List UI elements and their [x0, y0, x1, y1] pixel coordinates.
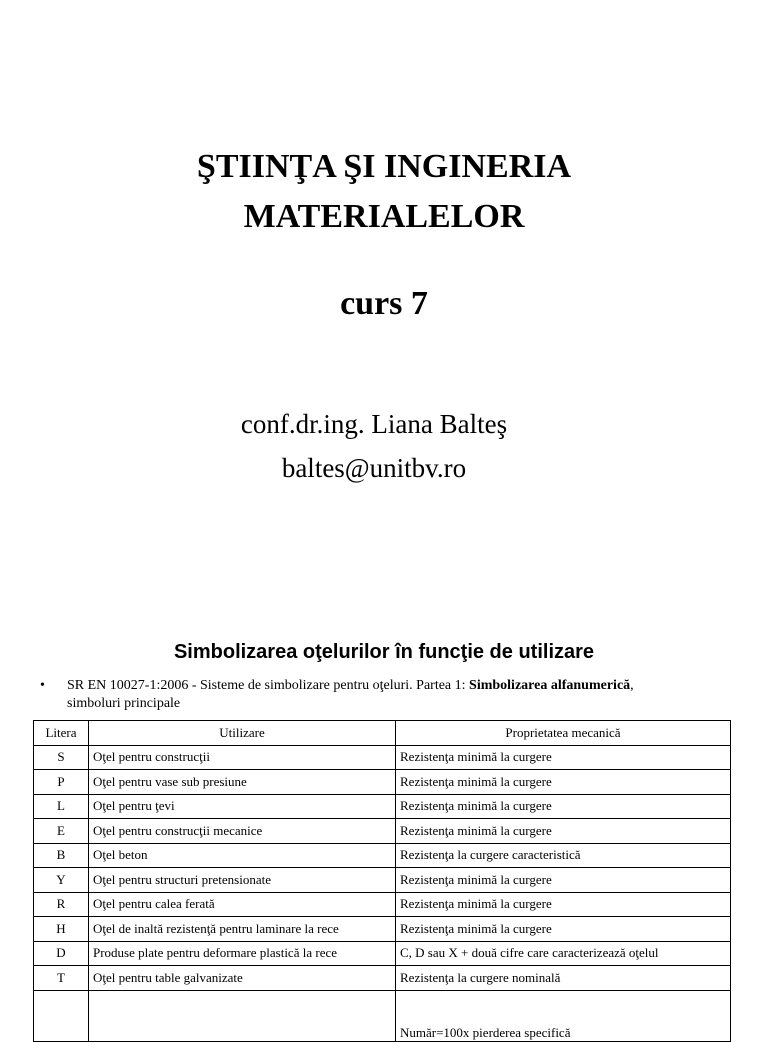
table-row [34, 794, 731, 819]
cell-letter [34, 990, 89, 1041]
bullet-bold-text: Simbolizarea alfanumerică [469, 678, 631, 693]
cell-letter: E [34, 819, 89, 844]
cell-usage: Oţel pentru vase sub presiune [89, 770, 396, 795]
table-row [34, 868, 731, 893]
bullet-text-part2: , simboluri principale [67, 678, 634, 711]
author-email: baltes@unitbv.ro [281, 453, 467, 483]
table-row [34, 819, 731, 844]
cover-title-line1: ŞTIINŢA ŞI INGINERIA [196, 148, 572, 185]
bullet-icon: • [40, 678, 45, 693]
header-litera: Litera [34, 721, 89, 746]
cell-usage: Oţel pentru calea ferată [89, 892, 396, 917]
course-number: curs 7 [340, 285, 428, 322]
cell-property: C, D sau X + două cifre care caracterizează oţelul [396, 941, 731, 966]
author-block [0, 402, 748, 490]
bullet-text-part1: SR EN 10027-1:2006 - Sisteme de simbolizare pentru oţeluri. Partea 1: [67, 678, 470, 693]
bullet-text [67, 677, 667, 713]
cell-property: Număr=100x pierderea specifică [396, 990, 731, 1041]
cell-property: Rezistenţa minimă la curgere [396, 745, 731, 770]
symbol-table [33, 720, 731, 1042]
cell-letter: T [34, 966, 89, 991]
cell-letter: P [34, 770, 89, 795]
cell-property: Rezistenţa minimă la curgere [396, 917, 731, 942]
cell-property: Rezistenţa minimă la curgere [396, 892, 731, 917]
header-proprietate: Proprietatea mecanică [396, 721, 731, 746]
section-title: Simbolizarea oţelurilor în funcţie de utilizare [173, 641, 595, 663]
table-row [34, 745, 731, 770]
table-row [34, 941, 731, 966]
cell-usage: Oţel beton [89, 843, 396, 868]
table-row [34, 843, 731, 868]
cell-usage: Produse plate pentru deformare plastică la rece [89, 941, 396, 966]
cell-letter: R [34, 892, 89, 917]
table-row [34, 892, 731, 917]
cell-property: Rezistenţa la curgere caracteristică [396, 843, 731, 868]
cell-letter: H [34, 917, 89, 942]
table-row [34, 990, 731, 1041]
cell-property: Rezistenţa minimă la curgere [396, 794, 731, 819]
cell-usage [89, 990, 396, 1041]
cell-property: Rezistenţa minimă la curgere [396, 868, 731, 893]
cover-title [0, 142, 768, 242]
cell-usage: Oţel pentru structuri pretensionate [89, 868, 396, 893]
table-row [34, 917, 731, 942]
cell-usage: Oţel pentru construcţii [89, 745, 396, 770]
header-utilizare: Utilizare [89, 721, 396, 746]
cell-usage: Oţel de inaltă rezistenţă pentru laminare la rece [89, 917, 396, 942]
table-row [34, 770, 731, 795]
cell-property: Rezistenţa minimă la curgere [396, 770, 731, 795]
cell-letter: Y [34, 868, 89, 893]
cell-letter: B [34, 843, 89, 868]
cell-property: Rezistenţa minimă la curgere [396, 819, 731, 844]
author-name: conf.dr.ing. Liana Balteş [240, 409, 508, 439]
cell-letter: S [34, 745, 89, 770]
cover-title-line2: MATERIALELOR [243, 198, 525, 235]
table-row [34, 966, 731, 991]
cell-letter: D [34, 941, 89, 966]
cell-usage: Oţel pentru ţevi [89, 794, 396, 819]
cell-property: Rezistenţa la curgere nominală [396, 966, 731, 991]
cell-letter: L [34, 794, 89, 819]
table-header-row [34, 721, 731, 746]
cell-usage: Oţel pentru table galvanizate [89, 966, 396, 991]
cell-usage: Oţel pentru construcţii mecanice [89, 819, 396, 844]
